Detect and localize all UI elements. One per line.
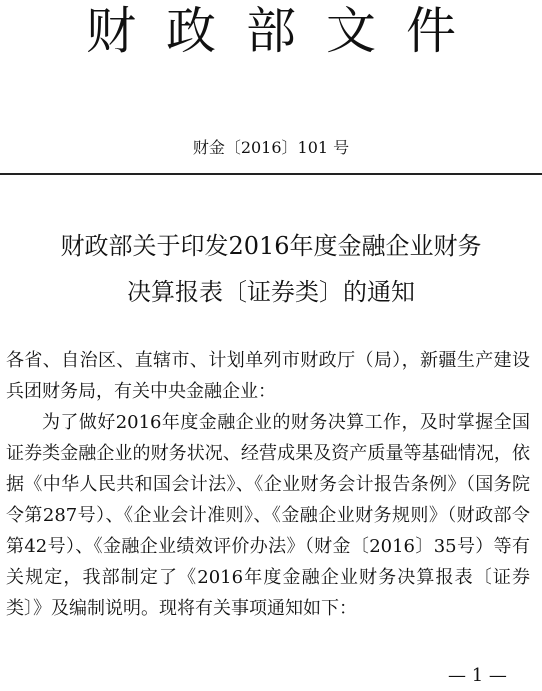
masthead-title: 财政部文件 [86,2,486,60]
header-divider [0,173,542,175]
notice-title-line-1: 财政部关于印发2016年度金融企业财务 [60,232,482,260]
notice-body [6,345,530,624]
document-number: 财金〔2016〕101 号 [192,138,350,157]
page-number: — 1 — [448,665,507,686]
notice-title-line-2: 决算报表〔证券类〕的通知 [127,278,415,306]
addressee-paragraph: 各省、自治区、直辖市、计划单列市财政厅（局），新疆生产建设兵团财务局，有关中央金融企业： [6,350,530,402]
body-paragraph: 为了做好2016年度金融企业的财务决算工作，及时掌握全国证券类金融企业的财务状况、经营成果及资产质量等基础情况，依据《中华人民共和国会计法》、《企业财务会计报告条例》（国务院令第287号）、《企业会计准则》、《金融企业财务规则》（财政部令第42号）、《金融企业绩效评价办法》（财金〔2016〕35号）等有关规定，我部制定了《2016年度金融企业财务决算报表〔证券类〕》及编制说明。现将有关事项通知如下： [6,412,530,619]
